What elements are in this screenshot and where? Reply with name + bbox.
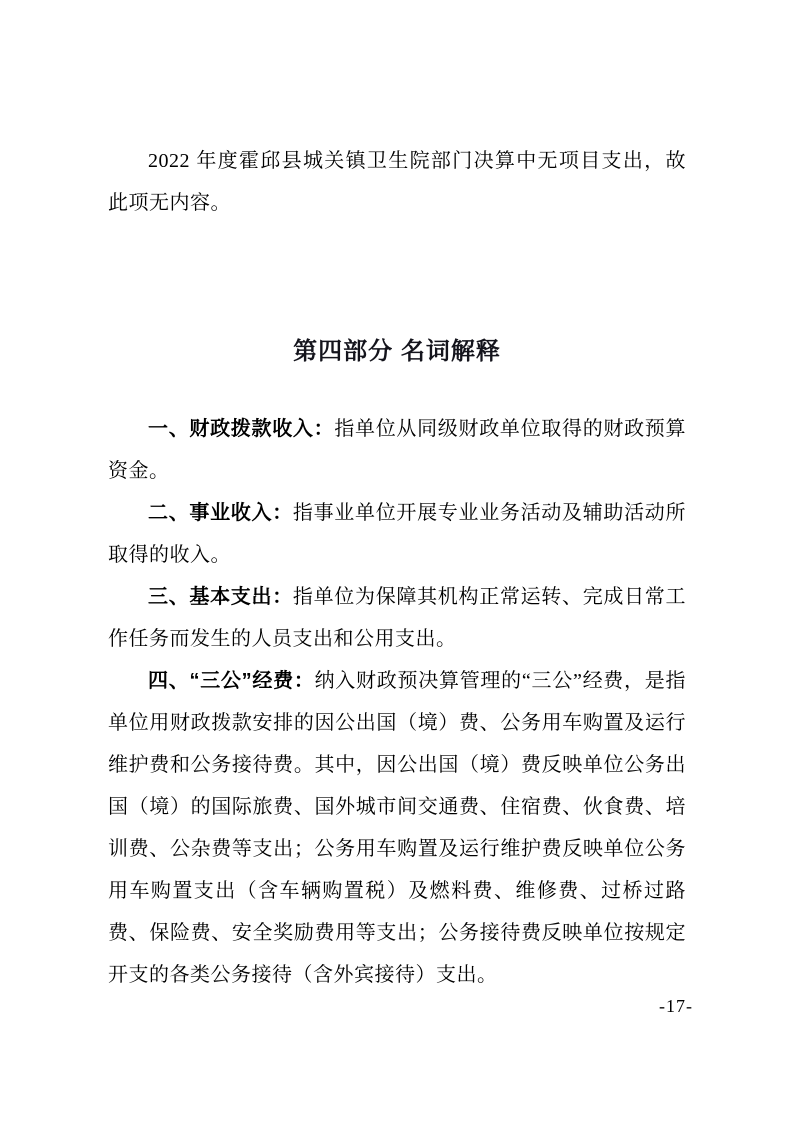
term-body: 指事业单位开展专业业务活动及辅助活动所取得的收入。 [108,502,687,566]
term-paragraph [108,492,686,576]
term-body: 指单位为保障其机构正常运转、完成日常工作任务而发生的人员支出和公用支出。 [108,586,687,650]
term-paragraph [108,660,686,996]
document-content [108,140,686,996]
term-lead: 一、财政拨款收入： [148,418,335,440]
term-body: 纳入财政预决算管理的“三公”经费，是指单位用财政拨款安排的因公出国（境）费、公务用车购置及运行维护费和公务接待费。其中，因公出国（境）费反映单位公务出国（境）的国际旅费、国外城市间交通费、住宿费、伙食费、培训费、公杂费等支出；公务用车购置及运行维护费反映单位公务用车购置支出（含车辆购置税）及燃料费、维修费、过桥过路费、保险费、安全奖励费用等支出；公务接待费反映单位按规定开支的各类公务接待（含外宾接待）支出。 [108,670,686,986]
term-body: 指单位从同级财政单位取得的财政预算资金。 [108,418,687,482]
intro-paragraph: 2022 年度霍邱县城关镇卫生院部门决算中无项目支出，故此项无内容。 [108,150,686,214]
terms-list [108,408,686,996]
term-lead: 四、“三公”经费： [148,670,315,692]
term-paragraph [108,408,686,492]
term-lead: 三、基本支出： [148,586,293,608]
term-paragraph [108,576,686,660]
page-number: -17- [659,996,693,1016]
term-lead: 二、事业收入： [148,502,293,524]
section-title: 第四部分 名词解释 [293,338,501,365]
